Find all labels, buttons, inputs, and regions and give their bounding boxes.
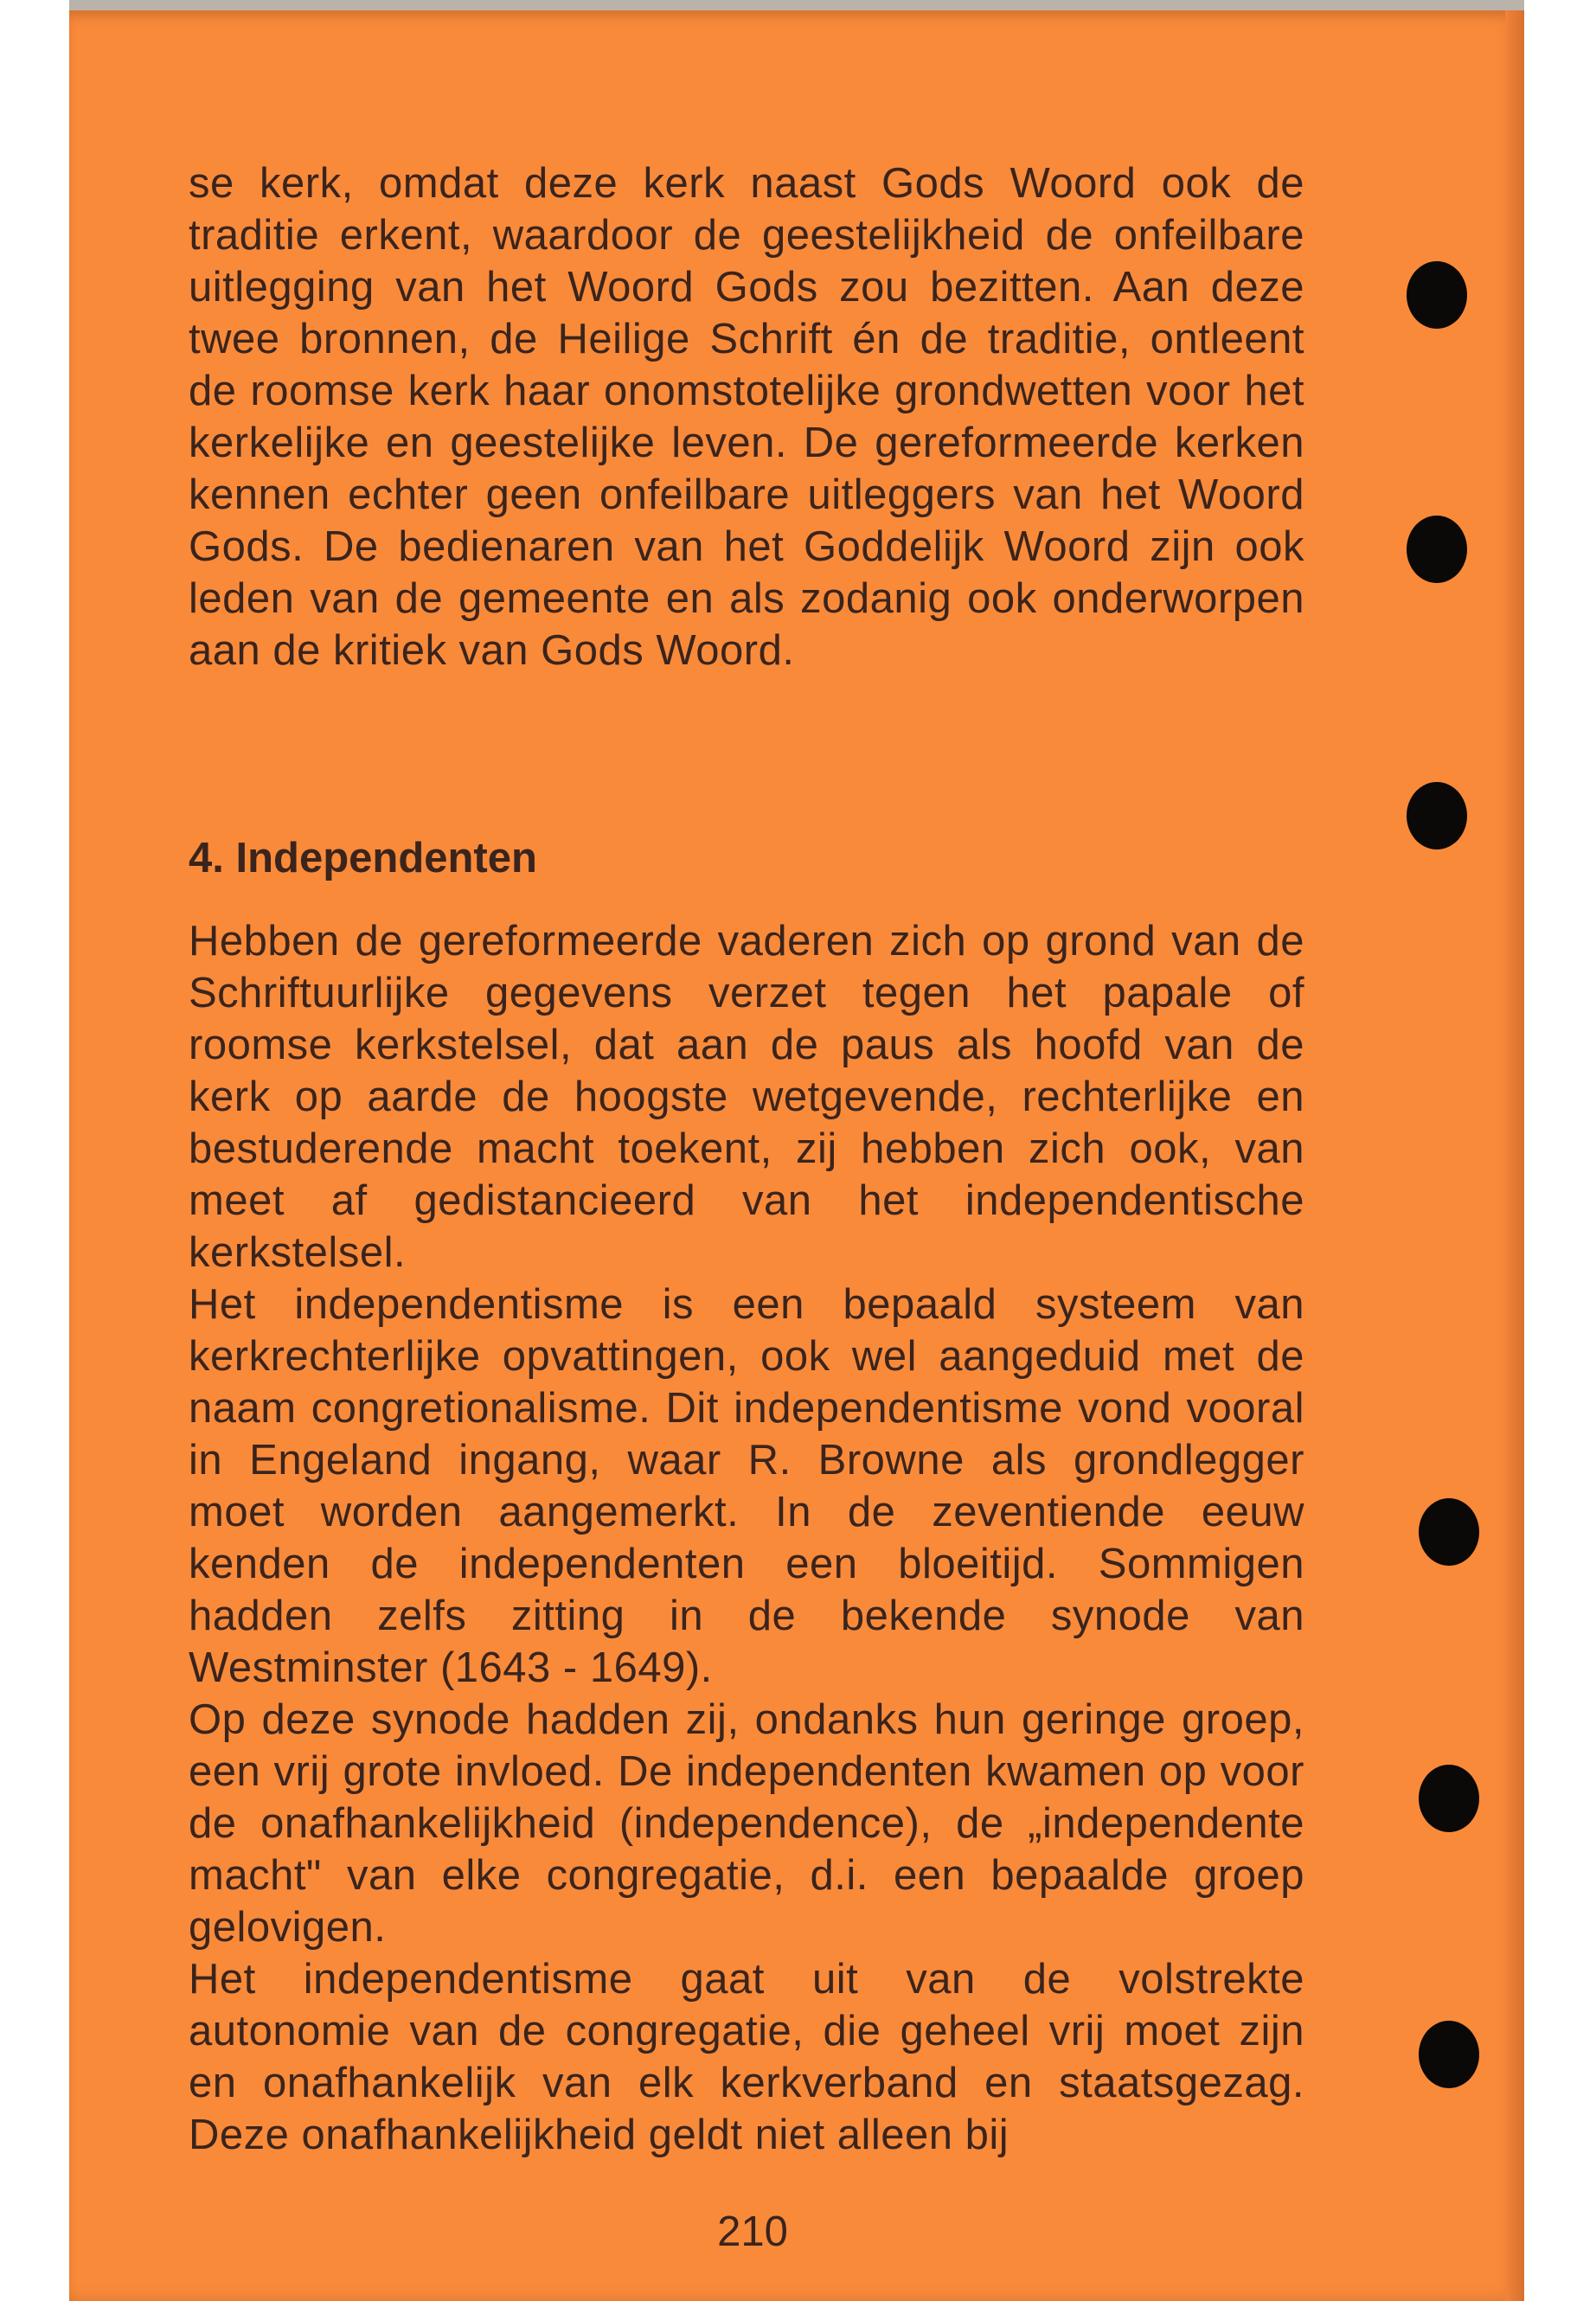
punch-hole — [1407, 516, 1467, 583]
punch-hole — [1407, 782, 1467, 849]
paragraph-continuation: se kerk, omdat deze kerk naast Gods Woord ook de traditie erkent, waardoor de geestelijkheid de onfeilbare uitlegging van het Woord Gods zou bezitten. Aan deze twee bronnen, de Heilige Schrift én de traditie, ontleent de roomse kerk haar onomstotelijke grondwetten voor het kerkelijke en geestelijke leven. De gereformeerde kerken kennen echter geen onfeilbare uitleggers van het Woord Gods. De bedienaren van het Goddelijk Woord zijn ook leden van de gemeente en als zodanig ook onderworpen aan de kritiek van Gods Woord. — [189, 160, 1304, 674]
punch-hole — [1419, 1498, 1479, 1566]
paragraph: Het independentisme gaat uit van de volstrekte autonomie van de congregatie, die geheel vrij moet zijn en onafhankelijk van elk kerkverband en staatsgezag. Deze onafhankelijkheid geldt niet alleen bij — [189, 1956, 1304, 2158]
paragraph: Hebben de gereformeerde vaderen zich op grond van de Schriftuurlijke gegevens verzet tegen het papale of roomse kerkstelsel, dat aan de paus als hoofd van de kerk op aarde de hoogste wetgevende, rechterlijke en bestuderende macht toekent, zij hebben zich ook, van meet af gedistancieerd van het independentische kerkstelsel. — [189, 918, 1304, 1276]
scan-top-edge — [69, 0, 1524, 10]
page-edge-shadow — [1505, 10, 1524, 2301]
page-number: 210 — [717, 2208, 788, 2255]
scan-margin-right — [1524, 0, 1596, 2301]
punch-hole — [1419, 1765, 1479, 1832]
section-heading: 4. Independenten — [189, 835, 537, 881]
punch-hole — [1407, 261, 1467, 329]
paragraph: Het independentisme is een bepaald systeem van kerkrechterlijke opvattingen, ook wel aangeduid met de naam congretionalisme. Dit independentisme vond vooral in Engeland ingang, waar R. Browne als grondlegger moet worden aangemerkt. In de zeventiende eeuw kenden de independenten een bloeitijd. Sommigen hadden zelfs zitting in de bekende synode van Westminster (1643 - 1649). — [189, 1281, 1304, 1691]
scan-margin-left — [0, 0, 69, 2301]
punch-hole — [1419, 2021, 1479, 2088]
section-body — [189, 915, 1304, 2161]
paragraph: Op deze synode hadden zij, ondanks hun geringe groep, een vrij grote invloed. De independenten kwamen op voor de onafhankelijkheid (independence), de „independente macht" van elke congregatie, d.i. een bepaalde groep gelovigen. — [189, 1696, 1304, 1951]
